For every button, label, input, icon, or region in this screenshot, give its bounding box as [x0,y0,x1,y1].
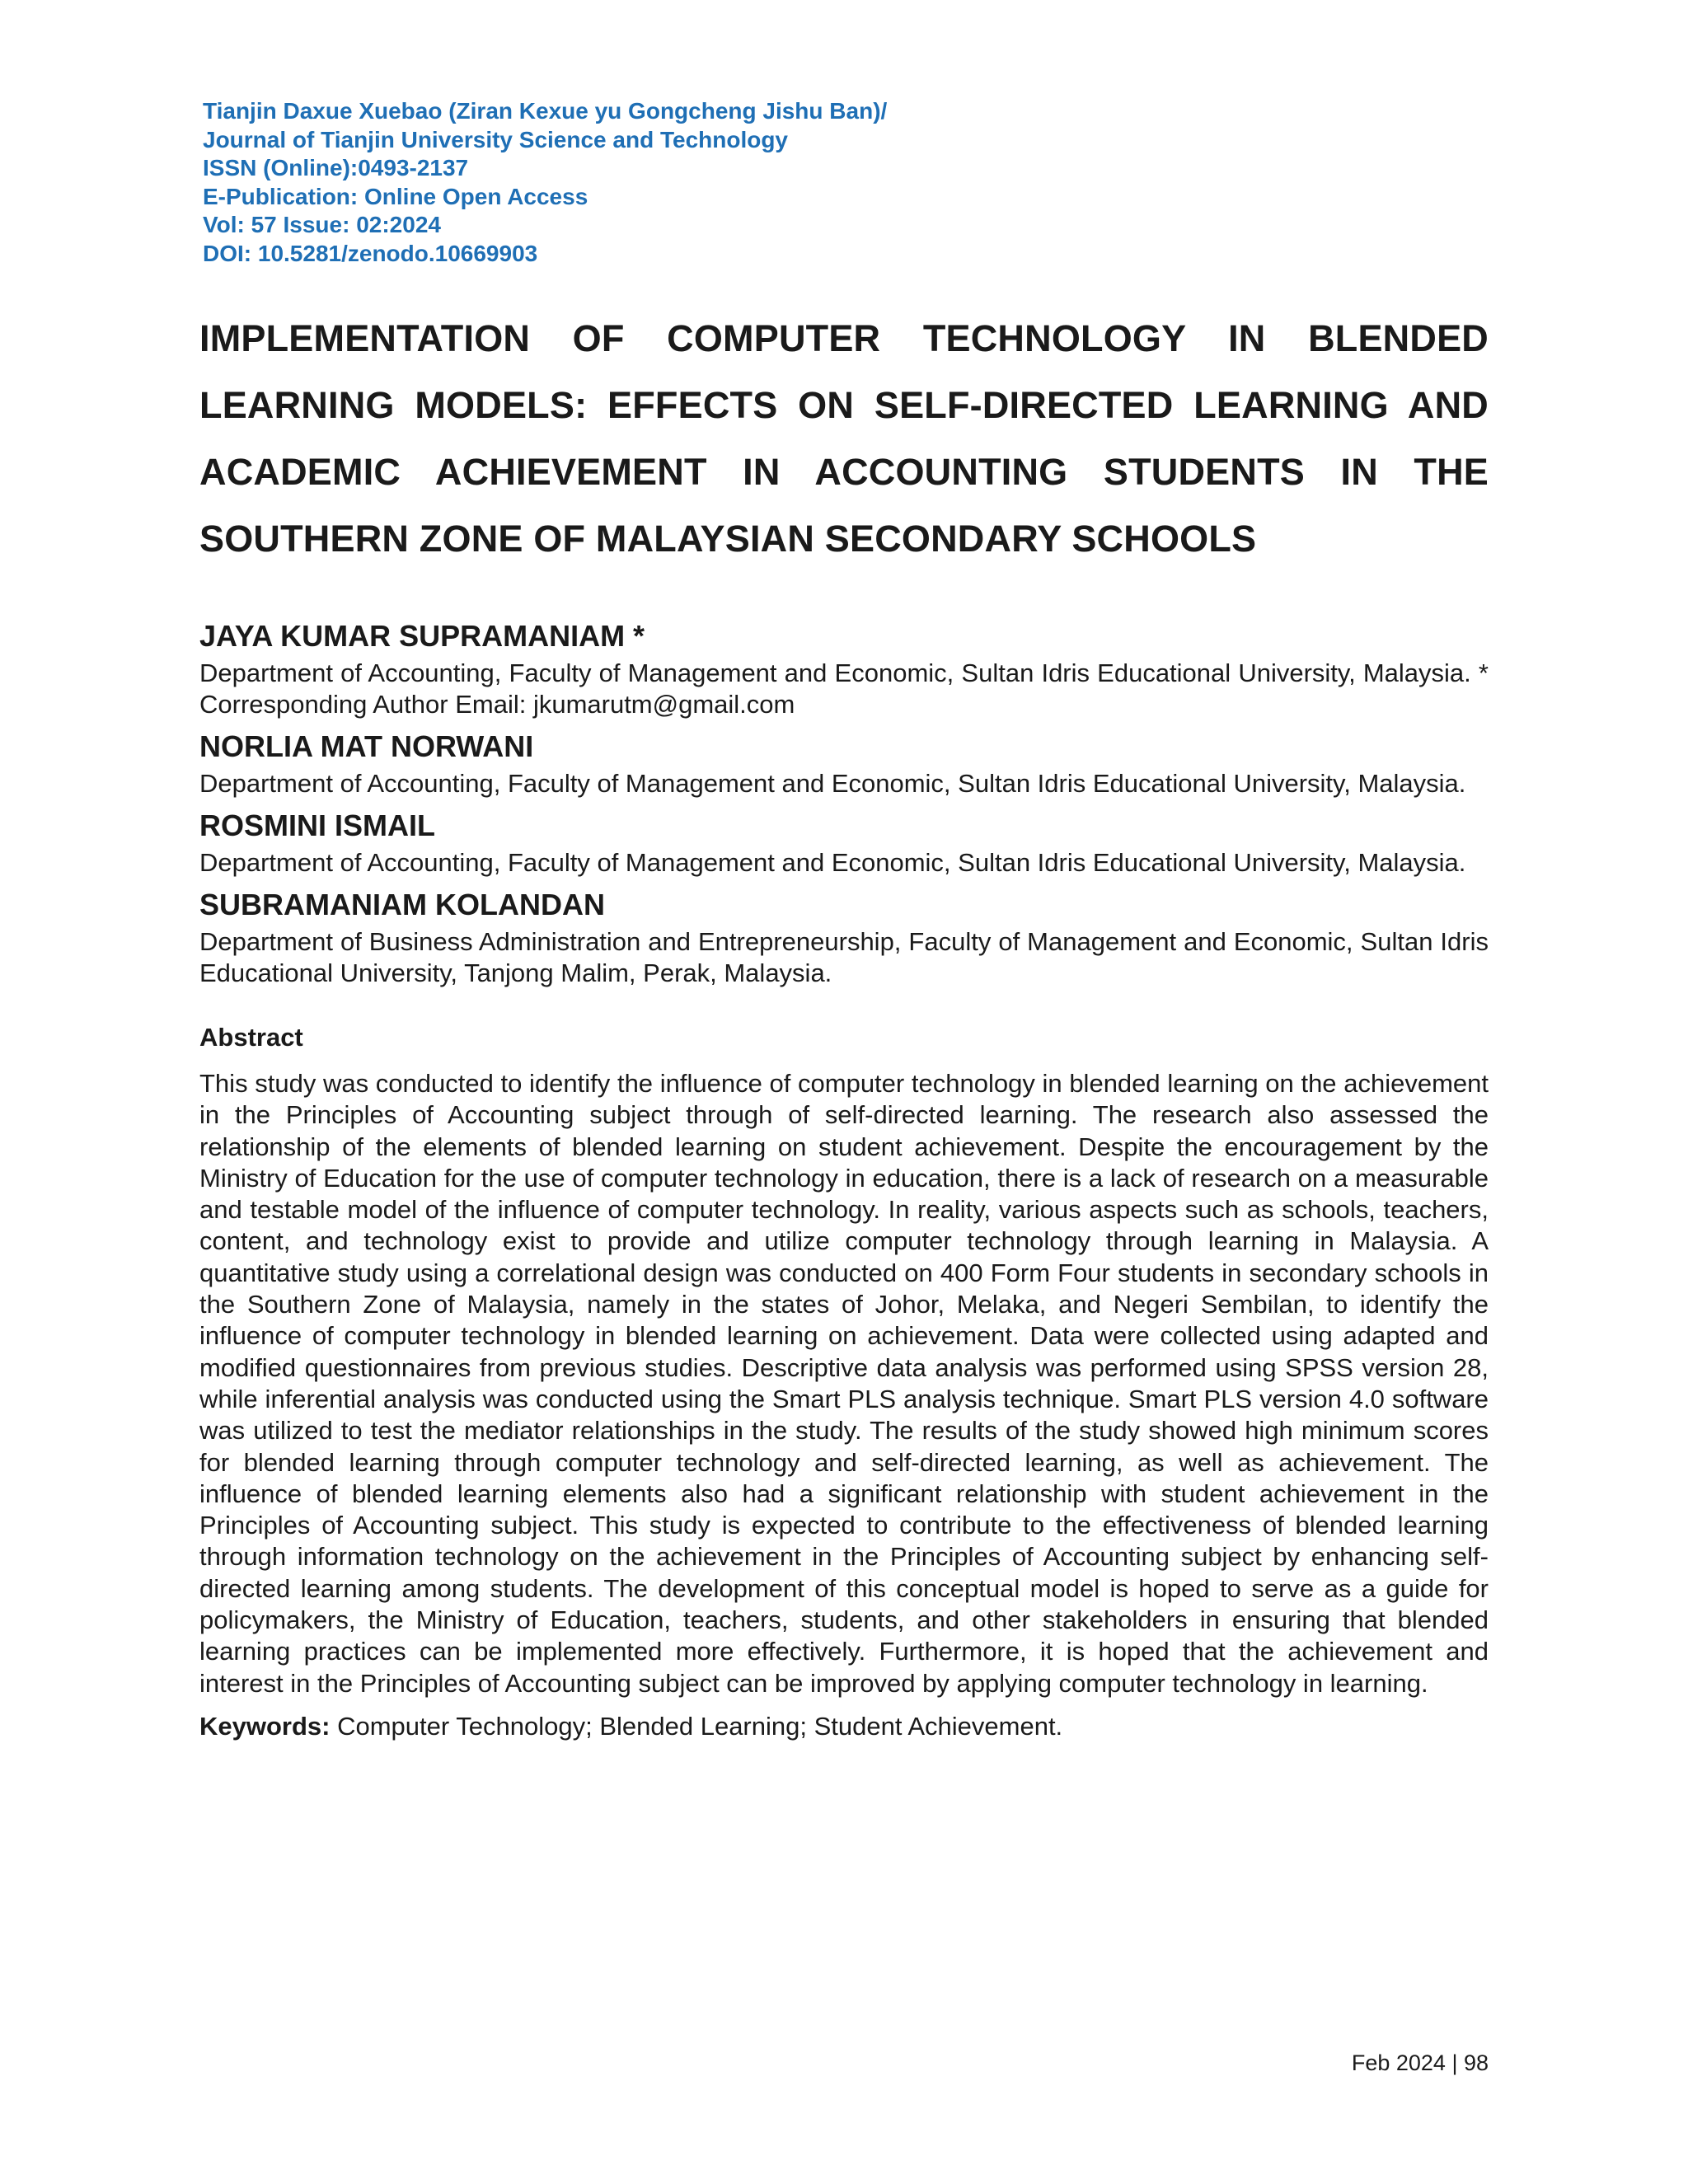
journal-volume: Vol: 57 Issue: 02:2024 [203,212,441,237]
author-entry [199,808,1489,879]
journal-name-line2: Journal of Tianjin University Science and Technology [203,126,789,152]
page-footer: Feb 2024 | 98 [1351,2050,1489,2075]
author-name: NORLIA MAT NORWANI [199,729,534,763]
abstract-text: This study was conducted to identify the influence of computer technology in blended learning on the achievement in the Principles of Accounting subject through of self-directed learning. The research also assessed the relationship of the elements of blended learning on student achievement. Despite the encouragement by the Ministry of Education for the use of computer technology in education, there is a lack of research on a measurable and testable model of the influence of computer technology. In reality, various aspects such as schools, teachers, content, and technology exist to provide and utilize computer technology through learning in Malaysia. A quantitative study using a correlational design was conducted on 400 Form Four students in secondary schools in the Southern Zone of Malaysia, namely in the states of Johor, Melaka, and Negeri Sembilan, to identify the influence of computer technology in blended learning on achievement. Data were collected using adapted and modified questionnaires from previous studies. Descriptive data analysis was performed using SPSS version 28, while inferential analysis was conducted using the Smart PLS analysis technique. Smart PLS version 4.0 software was utilized to test the mediator relationships in the study. The results of the study showed high minimum scores for blended learning through computer technology and self-directed learning, as well as achievement. The influence of blended learning elements also had a significant relationship with student achievement in the Principles of Accounting subject. This study is expected to contribute to the effectiveness of blended learning through information technology on the achievement in the Principles of Accounting subject by enhancing self-directed learning among students. The development of this conceptual model is hoped to serve as a guide for policymakers, the Ministry of Education, teachers, students, and other stakeholders in ensuring that blended learning practices can be implemented more effectively. Furthermore, it is hoped that the achievement and interest in the Principles of Accounting subject can be improved by applying computer technology in learning. [199,1069,1489,1698]
keywords-line [199,1711,1489,1742]
paper-title: IMPLEMENTATION OF COMPUTER TECHNOLOGY IN BLENDED LEARNING MODELS: EFFECTS ON SELF-DIRECTED LEARNING AND ACADEMIC ACHIEVEMENT IN ACCOUNTING STUDENTS IN THE SOUTHERN ZONE OF MALAYSIAN SECONDARY SCHOOLS [199,317,1489,560]
journal-issn: ISSN (Online):0493-2137 [203,155,469,180]
journal-doi: DOI: 10.5281/zenodo.10669903 [203,240,538,266]
author-affiliation: Department of Accounting, Faculty of Management and Economic, Sultan Idris Educational University, Malaysia. [199,769,1466,798]
journal-name-line1: Tianjin Daxue Xuebao (Ziran Kexue yu Gongcheng Jishu Ban)/ [203,98,888,124]
journal-header [203,97,887,268]
paper-content [199,305,1489,1742]
author-name: SUBRAMANIAM KOLANDAN [199,888,605,921]
author-name: ROSMINI ISMAIL [199,808,435,842]
author-entry [199,887,1489,989]
abstract-heading: Abstract [199,1023,303,1052]
author-list [199,618,1489,989]
author-name: JAYA KUMAR SUPRAMANIAM * [199,619,645,653]
journal-publication: E-Publication: Online Open Access [203,183,588,209]
keywords-label: Keywords: [199,1711,331,1741]
keywords-text: Computer Technology; Blended Learning; Student Achievement. [337,1711,1063,1741]
author-affiliation: Department of Business Administration and Entrepreneurship, Faculty of Management and Economic, Sultan Idris Educational University, Tanjong Malim, Perak, Malaysia. [199,927,1489,987]
author-entry [199,618,1489,720]
author-entry [199,729,1489,799]
author-affiliation: Department of Accounting, Faculty of Management and Economic, Sultan Idris Educational University, Malaysia. [199,848,1466,877]
author-affiliation: Department of Accounting, Faculty of Management and Economic, Sultan Idris Educational University, Malaysia. * Corresponding Author Email: jkumarutm@gmail.com [199,658,1489,719]
